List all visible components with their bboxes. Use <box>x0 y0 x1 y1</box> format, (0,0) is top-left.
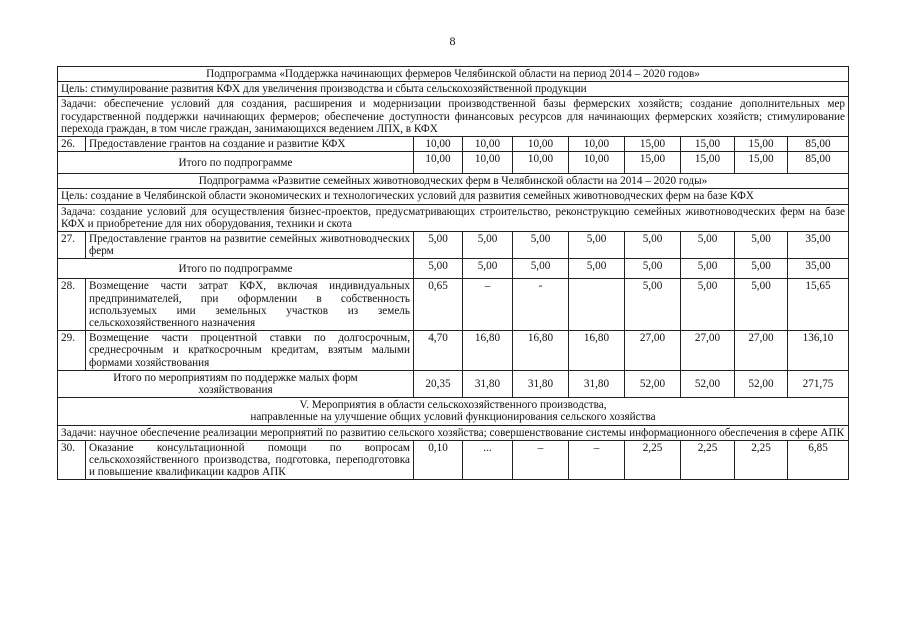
value-cell: 5,00 <box>513 232 569 259</box>
value-cell: 10,00 <box>414 137 463 152</box>
value-cell: 35,00 <box>788 232 849 259</box>
row-number: 30. <box>58 440 86 480</box>
table-row <box>58 279 849 331</box>
value-cell: 5,00 <box>681 232 735 259</box>
total-cell: 31,80 <box>463 370 513 397</box>
value-cell: - <box>513 279 569 331</box>
value-cell: 5,00 <box>569 232 625 259</box>
value-cell: 136,10 <box>788 331 849 371</box>
total-label <box>58 370 414 397</box>
row-name: Предоставление грантов на создание и развитие КФХ <box>86 137 414 152</box>
value-cell: – <box>513 440 569 480</box>
total-cell: 15,00 <box>625 152 681 174</box>
row-number: 28. <box>58 279 86 331</box>
total-cell: 10,00 <box>463 152 513 174</box>
total-cell: 31,80 <box>513 370 569 397</box>
value-cell: 5,00 <box>681 279 735 331</box>
row-name: Предоставление грантов на развитие семейных животноводческих ферм <box>86 232 414 259</box>
tasks-row <box>58 425 849 440</box>
row-name: Оказание консультационной помощи по вопросам сельскохозяйственного производства, подготовка, переподготовка и повышение квалификации кадров АПК <box>86 440 414 480</box>
total-cell: 52,00 <box>735 370 788 397</box>
row-number: 27. <box>58 232 86 259</box>
value-cell: – <box>569 440 625 480</box>
value-cell: 5,00 <box>735 232 788 259</box>
total-label: Итого по подпрограмме <box>58 152 414 174</box>
subprogram-title: Подпрограмма «Поддержка начинающих фермеров Челябинской области на период 2014 – 2020 годов» <box>58 67 849 82</box>
value-cell: 5,00 <box>414 232 463 259</box>
goal-text: Цель: создание в Челябинской области экономических и технологических условий для развития семейных животноводческих ферм на базе КФХ <box>58 189 849 204</box>
goal-row <box>58 82 849 97</box>
total-label: Итого по подпрограмме <box>58 259 414 279</box>
total-cell: 35,00 <box>788 259 849 279</box>
total-cell: 5,00 <box>463 259 513 279</box>
value-cell: 16,80 <box>569 331 625 371</box>
total-cell: 5,00 <box>735 259 788 279</box>
value-cell: 10,00 <box>513 137 569 152</box>
row-number: 26. <box>58 137 86 152</box>
section-title <box>58 398 849 425</box>
page-number: 8 <box>449 34 456 48</box>
value-cell: 2,25 <box>681 440 735 480</box>
value-cell: 5,00 <box>463 232 513 259</box>
value-cell: 27,00 <box>681 331 735 371</box>
total-cell: 20,35 <box>414 370 463 397</box>
table-row <box>58 137 849 152</box>
tasks-text: Задачи: научное обеспечение реализации мероприятий по развитию сельского хозяйства; совершенствование системы информационного обеспечения в сфере АПК <box>58 425 849 440</box>
value-cell: 4,70 <box>414 331 463 371</box>
value-cell: 15,00 <box>735 137 788 152</box>
value-cell: 2,25 <box>625 440 681 480</box>
section-title-line: направленные на улучшение общих условий функционирования сельского хозяйства <box>250 411 656 424</box>
value-cell: 15,65 <box>788 279 849 331</box>
value-cell: 10,00 <box>463 137 513 152</box>
total-cell: 85,00 <box>788 152 849 174</box>
row-name: Возмещение части процентной ставки по долгосрочным, среднесрочным и краткосрочным кредитам, взятым малыми формами хозяйствования <box>86 331 414 371</box>
budget-table <box>57 66 849 480</box>
total-cell: 10,00 <box>569 152 625 174</box>
table-row <box>58 232 849 259</box>
tasks-row <box>58 204 849 231</box>
value-cell: 27,00 <box>735 331 788 371</box>
total-cell: 15,00 <box>681 152 735 174</box>
value-cell: 16,80 <box>513 331 569 371</box>
value-cell: 5,00 <box>735 279 788 331</box>
total-cell: 5,00 <box>625 259 681 279</box>
section-title-line: V. Мероприятия в области сельскохозяйственного производства, <box>299 399 607 412</box>
total-cell: 15,00 <box>735 152 788 174</box>
section-title-row <box>58 398 849 425</box>
total-cell: 52,00 <box>681 370 735 397</box>
tasks-text: Задача: создание условий для осуществления бизнес-проектов, предусматривающих строительство, реконструкцию семейных животноводческих ферм на базе КФХ и приобретение для них оборудования, техники и скота <box>58 204 849 231</box>
table-row <box>58 331 849 371</box>
total-cell: 5,00 <box>569 259 625 279</box>
total-cell: 31,80 <box>569 370 625 397</box>
value-cell: 0,10 <box>414 440 463 480</box>
total-row <box>58 152 849 174</box>
subprogram-title-row <box>58 174 849 189</box>
value-cell: 16,80 <box>463 331 513 371</box>
row-name: Возмещение части затрат КФХ, включая индивидуальных предпринимателей, при оформлении в собственность используемых ими земельных участков из земель сельскохозяйственного назначения <box>86 279 414 331</box>
value-cell: 27,00 <box>625 331 681 371</box>
total-label-line: Итого по мероприятиям по поддержке малых форм <box>113 371 358 384</box>
total-cell: 5,00 <box>414 259 463 279</box>
subprogram-title: Подпрограмма «Развитие семейных животноводческих ферм в Челябинской области на 2014 – 2020 годы» <box>58 174 849 189</box>
value-cell: 15,00 <box>681 137 735 152</box>
total-cell: 10,00 <box>513 152 569 174</box>
total-cell: 52,00 <box>625 370 681 397</box>
value-cell <box>569 279 625 331</box>
total-cell: 5,00 <box>681 259 735 279</box>
row-number: 29. <box>58 331 86 371</box>
value-cell: 5,00 <box>625 232 681 259</box>
total-row <box>58 259 849 279</box>
subprogram-title-row <box>58 67 849 82</box>
value-cell: 10,00 <box>569 137 625 152</box>
value-cell: – <box>463 279 513 331</box>
value-cell: ... <box>463 440 513 480</box>
value-cell: 85,00 <box>788 137 849 152</box>
value-cell: 5,00 <box>625 279 681 331</box>
tasks-text: Задачи: обеспечение условий для создания, расширения и модернизации производственной базы фермерских хозяйств; создание дополнительных мер государственной поддержки начинающих фермеров; обеспечение доступности финансовых ресурсов для начинающих фермерских хозяйств; стимулирование перехода граждан, в том числе граждан, занимающихся ведением ЛПХ, в КФХ <box>58 97 849 137</box>
total-label-line: хозяйствования <box>198 384 273 397</box>
value-cell: 0,65 <box>414 279 463 331</box>
total-cell: 10,00 <box>414 152 463 174</box>
value-cell: 2,25 <box>735 440 788 480</box>
total-row <box>58 370 849 397</box>
goal-text: Цель: стимулирование развития КФХ для увеличения производства и сбыта сельскохозяйственной продукции <box>58 82 849 97</box>
tasks-row <box>58 97 849 137</box>
total-cell: 5,00 <box>513 259 569 279</box>
total-cell: 271,75 <box>788 370 849 397</box>
value-cell: 15,00 <box>625 137 681 152</box>
value-cell: 6,85 <box>788 440 849 480</box>
goal-row <box>58 189 849 204</box>
table-row <box>58 440 849 480</box>
